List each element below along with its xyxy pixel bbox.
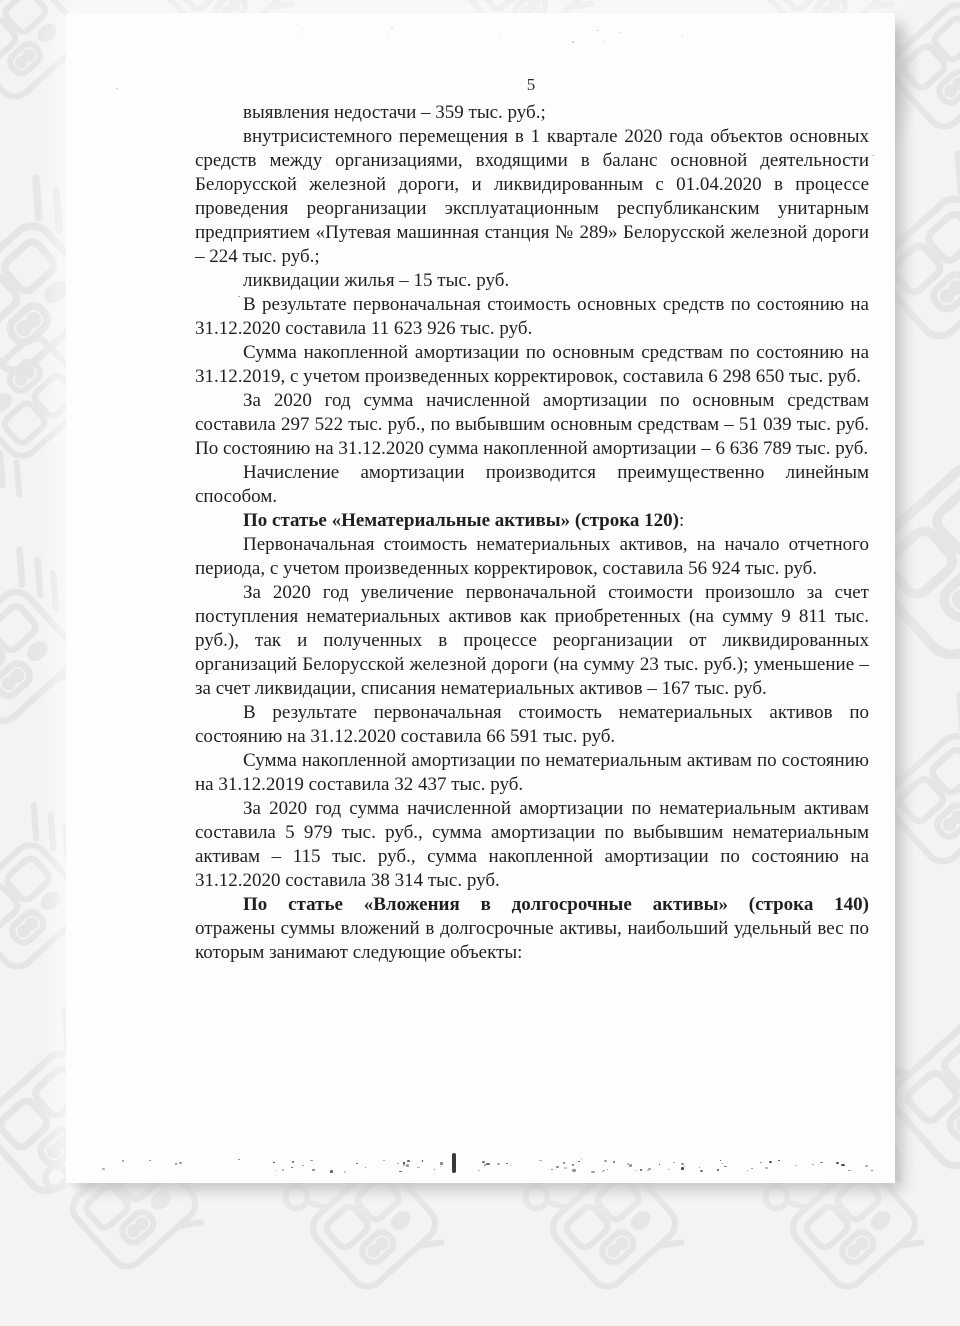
text-run: Начисление амортизации производится преимущественно линейным способом. [195, 462, 869, 507]
scan-speck [684, 1166, 685, 1167]
scan-speck [765, 1167, 768, 1169]
scan-speck [604, 41, 605, 42]
scan-speck [175, 1163, 177, 1164]
scan-speck [500, 34, 501, 35]
scan-speck [795, 1165, 797, 1166]
document-page [66, 13, 895, 1183]
scan-speck [720, 1160, 721, 1161]
text-run: : [678, 510, 685, 531]
scan-speck [365, 1167, 367, 1168]
heading-run: По статье «Нематериальные активы» (строка 120) [243, 510, 679, 531]
scan-speck [417, 1167, 420, 1169]
scan-speck [312, 1169, 315, 1171]
scan-speck [613, 1161, 615, 1163]
scan-speck [778, 1160, 780, 1162]
paragraph [195, 797, 869, 893]
paragraph [195, 461, 869, 509]
scan-speck [865, 1165, 868, 1167]
scan-speck [297, 24, 299, 25]
scan-speck [668, 1169, 670, 1171]
scan-speck [478, 1170, 480, 1171]
scan-speck [591, 1171, 594, 1173]
scan-speck [607, 1169, 609, 1170]
scan-speck [751, 1168, 752, 1169]
scan-speck [872, 155, 874, 156]
scan-speck [722, 1163, 723, 1164]
scan-speck [383, 1160, 384, 1161]
scan-speck [310, 1160, 313, 1162]
scan-speck [681, 1163, 684, 1165]
scan-speck [122, 1160, 125, 1162]
scan-speck [603, 1170, 605, 1171]
text-run: В результате первоначальная стоимость нематериальных активов по состоянию на 31.12.2020 составила 66 591 тыс. руб. [195, 702, 869, 747]
scan-speck [572, 41, 574, 43]
scan-speck [604, 1160, 607, 1162]
text-run: За 2020 год увеличение первоначальной стоимости произошло за счет поступления нематериальных активов как приобретенных (на сумму 9 811 тыс. руб.), так и полученных в процессе реорганизации от ликвидированных организаций Белорусской железной дороги (на сумму 23 тыс. руб.); уменьшение – за счет ликвидации, списания нематериальных активов – 167 тыс. руб. [195, 582, 869, 699]
scan-smudge [452, 1153, 456, 1173]
paragraph [195, 389, 869, 461]
scan-speck [292, 1161, 294, 1163]
scan-speck [572, 1169, 575, 1171]
scan-speck [699, 1167, 701, 1168]
scan-speck [149, 1160, 151, 1162]
scan-speck [302, 1165, 304, 1166]
scan-speck [636, 1170, 637, 1171]
text-run: За 2020 год сумма начисленной амортизации по нематериальным активам составила 5 979 тыс. руб., сумма амортизации по выбывшим нематериальным активам – 115 тыс. руб., сумма накопленной амортизации по состоянию на 31.12.2020 составила 38 314 тыс. руб. [195, 798, 869, 891]
scan-speck [717, 1169, 719, 1171]
paragraph [195, 509, 869, 533]
scan-speck [397, 1163, 398, 1164]
scan-speck [422, 1160, 424, 1161]
scan-speck [102, 1168, 105, 1170]
text-run: Первоначальная стоимость нематериальных активов, на начало отчетного периода, с учетом произведенных корректировок, составила 56 924 тыс. руб. [195, 534, 869, 579]
scan-speck [391, 27, 393, 28]
scan-speck [769, 1161, 772, 1163]
scan-speck [700, 1170, 703, 1172]
paragraph [195, 125, 869, 269]
paragraph [195, 701, 869, 749]
scan-speck [673, 1162, 674, 1163]
scan-speck [486, 1163, 489, 1165]
scan-speck [387, 36, 388, 37]
scan-speck [434, 1169, 435, 1170]
text-run: Сумма накопленной амортизации по нематериальным активам по состоянию на 31.12.2019 составила 32 437 тыс. руб. [195, 750, 869, 795]
scan-speck [497, 1163, 499, 1165]
scan-speck [510, 1165, 511, 1166]
text-run: Сумма накопленной амортизации по основным средствам по состоянию на 31.12.2019, с учетом произведенных корректировок, составила 6 298 650 тыс. руб. [195, 342, 869, 387]
scan-speck [276, 1170, 277, 1171]
scan-speck [563, 1162, 565, 1164]
scan-speck [629, 1164, 632, 1166]
scan-speck [682, 36, 683, 37]
heading-run: По статье «Вложения в долгосрочные активы» (строка 140) [243, 894, 869, 915]
scan-speck [681, 1167, 684, 1169]
scan-speck [356, 1163, 358, 1164]
paragraph [195, 749, 869, 797]
scan-speck [484, 1164, 486, 1165]
scan-speck [291, 1167, 293, 1168]
scan-speck [581, 1159, 582, 1160]
scan-speck [330, 1170, 333, 1172]
scan-speck [659, 1164, 660, 1165]
page-number: 5 [526, 75, 536, 94]
scan-speck [273, 1162, 274, 1163]
scan-speck [282, 1169, 284, 1171]
scan-speck [179, 1162, 182, 1164]
scan-speck [399, 1171, 401, 1173]
scan-speck [440, 1166, 442, 1167]
paragraph [195, 581, 869, 701]
paragraph [195, 269, 869, 293]
scan-speck [551, 1169, 553, 1170]
text-run: За 2020 год сумма начисленной амортизации по основным средствам составила 297 522 тыс. руб., по выбывшим основным средствам – 51 039 тыс. руб. По состоянию на 31.12.2020 сумма накопленной амортизации – 6 636 789 тыс. руб. [195, 390, 869, 459]
scan-speck [539, 1160, 541, 1162]
scan-speck [619, 32, 620, 33]
scan-speck [344, 1171, 346, 1173]
scan-speck [648, 1168, 651, 1170]
scan-speck [760, 1162, 762, 1163]
scan-speck [848, 1170, 850, 1171]
scan-speck [506, 1163, 508, 1164]
scan-speck [564, 1167, 567, 1169]
scan-speck [836, 1162, 839, 1164]
scan-speck [403, 1164, 405, 1166]
text-run: внутрисистемного перемещения в 1 квартале 2020 года объектов основных средств между организациями, входящими в баланс основной деятельности Белорусской железной дороги, и ликвидированным с 01.04.2020 в процессе проведения реорганизации эксплуатационным республиканским унитарным предприятием «Путевая машинная станция № 289» Белорусской железной дороги – 224 тыс. руб.; [195, 126, 869, 267]
paragraph [195, 533, 869, 581]
document-body [195, 101, 869, 965]
text-run: ликвидации жилья – 15 тыс. руб. [243, 270, 510, 291]
paragraph [195, 293, 869, 341]
scan-speck [572, 1164, 574, 1165]
paragraph [195, 341, 869, 389]
scan-speck [640, 1169, 643, 1171]
text-run: выявления недостачи – 359 тыс. руб.; [243, 102, 546, 123]
scan-speck [724, 1166, 727, 1168]
scan-speck [556, 1166, 558, 1168]
scan-speck [812, 1164, 813, 1165]
scan-speck [871, 1170, 873, 1171]
scan-speck [440, 1162, 443, 1164]
paragraph [195, 893, 869, 965]
text-run: В результате первоначальная стоимость основных средств по состоянию на 31.12.2020 составила 11 623 926 тыс. руб. [195, 294, 869, 339]
scan-speck [841, 1164, 844, 1166]
scan-speck [747, 1170, 748, 1171]
scan-speck [116, 88, 118, 89]
scan-speck [407, 1160, 410, 1162]
scan-speck [482, 1161, 485, 1163]
text-run: отражены суммы вложений в долгосрочные активы, наибольший удельный вес по которым занимают следующие объекты: [195, 918, 869, 963]
scan-speck [597, 30, 599, 31]
scan-speck [820, 1162, 822, 1164]
scan-speck [578, 1161, 579, 1162]
paragraph [195, 101, 869, 125]
scan-speck [406, 1164, 409, 1166]
scan-speck [238, 1159, 240, 1160]
scan-speck [602, 1171, 603, 1172]
scan-speck [298, 35, 299, 36]
